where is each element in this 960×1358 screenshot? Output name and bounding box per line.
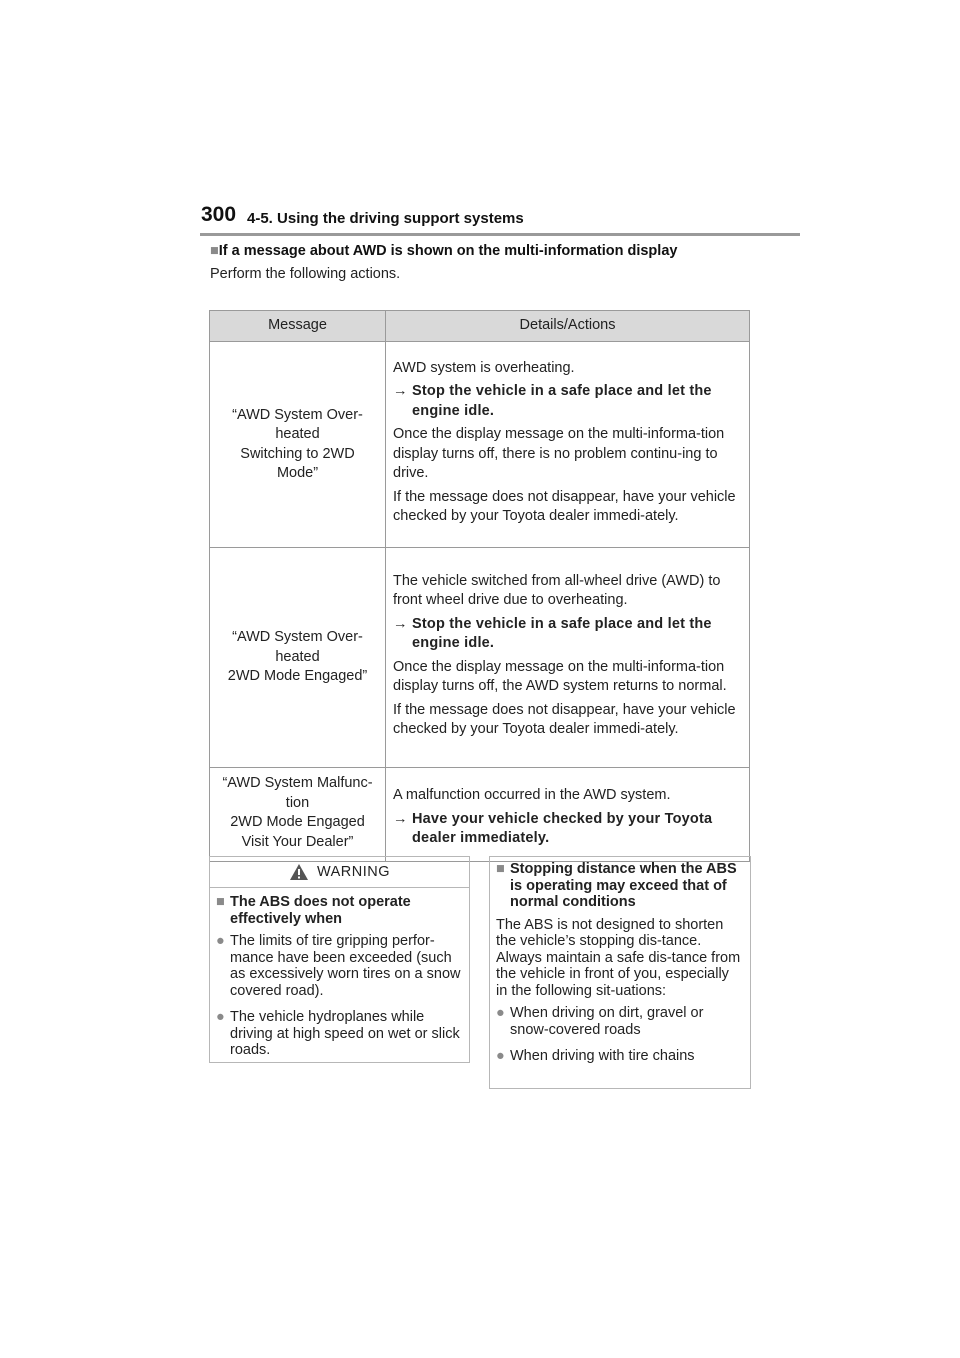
subheading [210, 243, 677, 259]
list-item [496, 1048, 742, 1065]
subheading-text: If a message about AWD is shown on the multi-information display [218, 243, 678, 259]
detail-text: Once the display message on the multi-informa-tion display turns off, there is no problem continu-ing to drive. [393, 426, 725, 481]
info-box [489, 856, 751, 1089]
message-line: “AWD System Over- [232, 629, 363, 646]
warning-box [209, 856, 470, 1063]
warning-triangle-icon [289, 863, 309, 881]
message-line: Visit Your Dealer” [241, 833, 354, 850]
info-heading [496, 861, 742, 911]
detail-text: If the message does not disappear, have your vehicle checked by your Toyota dealer immedi-ately. [393, 701, 736, 737]
list-item [216, 933, 461, 999]
square-marker-icon: ■ [496, 861, 505, 877]
details-cell [386, 342, 750, 548]
message-cell [210, 342, 386, 548]
warning-header [210, 857, 469, 888]
details-cell [386, 548, 750, 768]
action-text: Stop the vehicle in a safe place and let the engine idle. [412, 615, 712, 651]
detail-text: The vehicle switched from all-wheel drive (AWD) to front wheel drive due to overheating. [393, 572, 721, 608]
intro-text: Perform the following actions. [210, 266, 401, 282]
detail-text: AWD system is overheating. [393, 359, 575, 376]
page-number: 300 [201, 203, 237, 226]
table-header-row [210, 311, 750, 342]
bullet-icon: ● [216, 933, 225, 949]
header-rule [200, 233, 800, 236]
detail-text: If the message does not disappear, have your vehicle checked by your Toyota dealer immedi-ately. [393, 488, 736, 524]
action-item [393, 382, 745, 421]
arrow-icon: → [393, 383, 408, 399]
bullet-text: When driving on dirt, gravel or snow-covered roads [510, 1005, 704, 1038]
bullet-text: When driving with tire chains [510, 1048, 695, 1064]
message-line: tion [285, 794, 310, 811]
table-row [210, 342, 750, 548]
arrow-icon: → [393, 615, 408, 632]
info-body [490, 857, 750, 1081]
list-item [216, 1009, 461, 1059]
bullet-text: The vehicle hydroplanes while driving at high speed on wet or slick roads. [230, 1009, 460, 1058]
message-table [209, 310, 750, 862]
warning-label: WARNING [316, 863, 391, 880]
message-line: 2WD Mode Engaged” [227, 668, 368, 685]
message-line: heated [275, 426, 320, 442]
message-line: Switching to 2WD [240, 445, 355, 462]
column-header-details: Details/Actions [386, 311, 750, 342]
bullet-icon: ● [216, 1009, 225, 1025]
bullet-icon: ● [496, 1005, 505, 1021]
info-heading-text: Stopping distance when the ABS is operating may exceed that of normal conditions [510, 861, 737, 910]
action-item [393, 615, 745, 654]
square-marker-icon: ■ [210, 243, 219, 259]
list-item [496, 1005, 742, 1038]
detail-text: Once the display message on the multi-informa-tion display turns off, the AWD system returns to normal. [393, 658, 727, 694]
bullet-text: The limits of tire gripping perfor-mance have been exceeded (such as excessively worn tires on a snow covered road). [230, 933, 461, 999]
message-line: heated [275, 648, 320, 665]
action-item [393, 810, 745, 849]
column-header-message: Message [210, 311, 386, 342]
warning-heading [216, 894, 461, 927]
warning-body [210, 888, 469, 1075]
message-line: “AWD System Malfunc- [222, 775, 373, 791]
section-title: 4-5. Using the driving support systems [247, 210, 524, 227]
message-line: 2WD Mode Engaged [230, 814, 365, 830]
message-cell [210, 548, 386, 768]
warning-heading-text: The ABS does not operate effectively when [230, 894, 411, 927]
message-line: Mode” [276, 465, 319, 481]
message-cell [210, 768, 386, 862]
table-row [210, 548, 750, 768]
bullet-icon: ● [496, 1048, 505, 1064]
arrow-icon: → [393, 810, 408, 827]
square-marker-icon: ■ [216, 894, 225, 910]
details-cell [386, 768, 750, 862]
table-row [210, 768, 750, 862]
detail-text: A malfunction occurred in the AWD system. [393, 787, 671, 803]
action-text: Stop the vehicle in a safe place and let the engine idle. [412, 383, 712, 419]
message-line: “AWD System Over- [232, 406, 363, 423]
action-text: Have your vehicle checked by your Toyota dealer immediately. [412, 810, 713, 846]
info-paragraph: The ABS is not designed to shorten the vehicle’s stopping dis-tance. Always maintain a safe dis-tance from the vehicle in front of you, especially in the following sit-uations: [496, 916, 741, 999]
